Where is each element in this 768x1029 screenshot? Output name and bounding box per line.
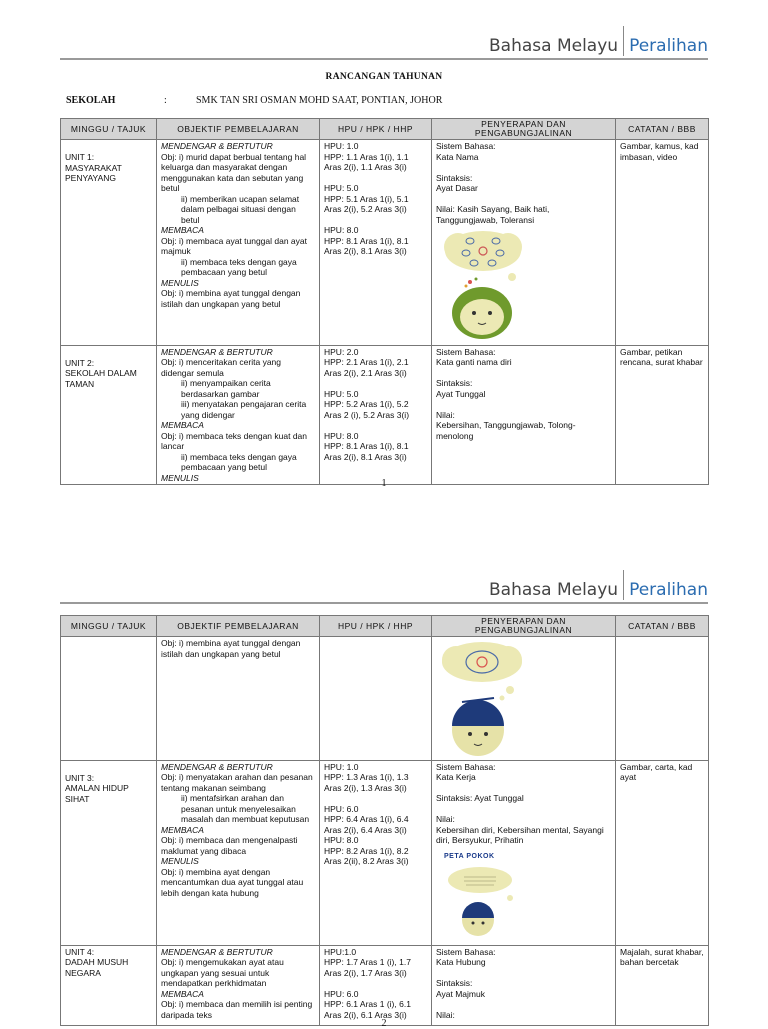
penyerapan-text: Sistem Bahasa: Kata Kerja Sintaksis: Ayat Tunggal Nilai: Kebersihan diri, Kebersihan mental, Sayangi diri, Bersyukur, Prihatin: [436, 761, 604, 845]
objective-line: Obj: i) membaca teks dengan kuat dan lancar: [161, 430, 307, 451]
school-colon: :: [164, 95, 167, 106]
unit-title: [61, 637, 157, 761]
skill-heading: MENULIS: [161, 472, 199, 483]
unit-title: UNIT 3: AMALAN HIDUP SIHAT: [61, 760, 157, 945]
catatan-cell: Majalah, surat khabar, bahan bercetak: [616, 945, 709, 1025]
penyerapan-text: Sistem Bahasa: Kata Nama Sintaksis: Ayat Dasar Nilai: Kasih Sayang, Baik hati, Tanggungjawab, Toleransi: [436, 141, 550, 225]
skill-heading: MEMBACA: [161, 420, 204, 430]
objective-line: Obj: i) menceritakan cerita yang didengar semula: [161, 357, 281, 378]
objectives-cell: [157, 945, 320, 1025]
objective-line: Obj: i) membaca ayat tunggal dan ayat majmuk: [161, 235, 307, 256]
school-name: SMK TAN SRI OSMAN MOHD SAAT, PONTIAN, JOHOR: [196, 95, 443, 106]
doc-title: RANCANGAN TAHUNAN: [325, 72, 443, 82]
skill-heading: MEMBACA: [161, 988, 204, 999]
objectives-cell: [157, 760, 320, 945]
skill-heading: MENULIS: [161, 277, 199, 288]
penyerapan-cell: [432, 760, 616, 945]
objective-line: Obj: i) membina ayat tunggal dengan istilah dan ungkapan yang betul: [161, 638, 301, 659]
header-rule: [60, 58, 708, 60]
table-row: [61, 945, 709, 1025]
catatan-cell: Gambar, petikan rencana, surat khabar: [616, 345, 709, 485]
col-header-penyerapan: PENYERAPAN DAN PENGABUNGJALINAN: [432, 119, 616, 140]
skill-heading: MENDENGAR & BERTUTUR: [161, 761, 273, 772]
objective-line: Obj: i) membaca dan mengenalpasti maklumat yang dibaca: [161, 835, 298, 856]
col-header-hpu: HPU / HPK / HHP: [320, 616, 432, 637]
header-subject: Bahasa Melayu: [489, 36, 619, 56]
objectives-cell: [157, 637, 320, 761]
objective-line: ii) memberikan ucapan selamat dalam pelbagai situasi dengan betul: [181, 193, 300, 225]
catatan-cell: [616, 637, 709, 761]
penyerapan-cell: Sistem Bahasa: Kata ganti nama diri Sintaksis: Ayat Tunggal Nilai: Kebersihan, Tanggungjawab, Tolong-menolong: [432, 345, 616, 485]
col-header-hpu: HPU / HPK / HHP: [320, 119, 432, 140]
col-header-catatan: CATATAN / BBB: [616, 119, 709, 140]
thinking-face-illustration: [440, 229, 530, 341]
page-header: [489, 16, 708, 56]
thought-cloud: [442, 642, 522, 682]
unit-title: UNIT 4: DADAH MUSUH NEGARA: [61, 945, 157, 1025]
school-label: SEKOLAH: [66, 95, 116, 106]
catatan-cell: Gambar, carta, kad ayat: [616, 760, 709, 945]
col-header-penyerapan: PENYERAPAN DAN PENGABUNGJALINAN: [432, 616, 616, 637]
penyerapan-cell: Sistem Bahasa: Kata Hubung Sintaksis: Ayat Majmuk Nilai:: [432, 945, 616, 1025]
objective-line: Obj: i) membaca dan memilih isi penting daripada teks: [161, 999, 313, 1020]
page-2: [0, 560, 768, 1029]
peta-pokok-label: PETA POKOK: [444, 852, 495, 860]
green-face: [452, 287, 512, 339]
objective-line: ii) membaca teks dengan gaya pembacaan yang betul: [181, 256, 297, 277]
table-row: [61, 637, 709, 761]
tree-map-illustration: [442, 864, 522, 938]
boy-face: [452, 698, 504, 756]
table-row: [61, 345, 709, 485]
thought-cloud: [444, 231, 522, 271]
skill-heading: MENDENGAR & BERTUTUR: [161, 946, 273, 957]
header-level: Peralihan: [629, 36, 708, 56]
objectives-cell: [157, 345, 320, 485]
objective-line: Obj: i) membina ayat dengan mencantumkan dua ayat tunggal atau lebih dengan kata hubung: [161, 866, 304, 898]
objective-line: ii) mentafsirkan arahan dan pesanan untuk menyelesaikan masalah dan membuat keputusan: [181, 793, 310, 824]
col-header-objektif: OBJEKTIF PEMBELAJARAN: [157, 616, 320, 637]
objective-line: Obj: i) membina ayat tunggal dengan istilah dan ungkapan yang betul: [161, 288, 301, 309]
skill-heading: MENULIS: [161, 856, 199, 866]
objective-line: ii) membaca teks dengan gaya pembacaan yang betul: [181, 451, 297, 472]
thinking-boy-illustration: [438, 640, 530, 756]
table-row: [61, 140, 709, 346]
hpu-cell: HPU: 2.0 HPP: 2.1 Aras 1(i), 2.1 Aras 2(i), 2.1 Aras 3(i) HPU: 5.0 HPP: 5.2 Aras 1(i), 5.2 Aras 2 (i), 5.2 Aras 3(i) HPU: 8.0 HPP: 8.1 Aras 1(i), 8.1 Aras 2(i), 8.1 Aras 3(i): [320, 345, 432, 485]
penyerapan-cell: [432, 637, 616, 761]
objectives-cell: [157, 140, 320, 346]
hpu-cell: HPU: 1.0 HPP: 1.3 Aras 1(i), 1.3 Aras 2(i), 1.3 Aras 3(i) HPU: 6.0 HPP: 6.4 Aras 1(i), 6.4 Aras 2(i), 6.4 Aras 3(i) HPU: 8.0 HPP: 8.2 Aras 1(i), 8.2 Aras 2(ii), 8.2 Aras 3(i): [320, 760, 432, 945]
hpu-cell: HPU:1.0 HPP: 1.7 Aras 1 (i), 1.7 Aras 2(i), 1.7 Aras 3(i) HPU: 6.0 HPP: 6.1 Aras 1 (i), 6.1 Aras 2(i), 6.1 Aras 3(i): [320, 945, 432, 1025]
skill-heading: MENDENGAR & BERTUTUR: [161, 346, 273, 357]
page-number: 2: [381, 1018, 387, 1029]
penyerapan-cell: [432, 140, 616, 346]
header-subject: Bahasa Melayu: [489, 580, 619, 600]
skill-heading: MENDENGAR & BERTUTUR: [161, 141, 273, 151]
table-row: [61, 760, 709, 945]
unit-title: UNIT 2: SEKOLAH DALAM TAMAN: [61, 345, 157, 485]
objective-line: Obj: i) mengemukakan ayat atau ungkapan yang sesuai untuk mendapatkan perkhidmatan: [161, 957, 284, 988]
catatan-cell: Gambar, kamus, kad imbasan, video: [616, 140, 709, 346]
skill-heading: MEMBACA: [161, 824, 204, 835]
unit-title: UNIT 1: MASYARAKAT PENYAYANG: [61, 140, 157, 346]
col-header-catatan: CATATAN / BBB: [616, 616, 709, 637]
col-header-objektif: OBJEKTIF PEMBELAJARAN: [157, 119, 320, 140]
objective-line: ii) menyampaikan cerita berdasarkan gambar: [181, 378, 271, 399]
header-rule: [60, 602, 708, 604]
col-header-minggu: MINGGU / TAJUK: [61, 616, 157, 637]
skill-heading: MEMBACA: [161, 225, 204, 235]
page-1: [0, 0, 768, 500]
table-header-row: [61, 119, 709, 140]
col-header-minggu: MINGGU / TAJUK: [61, 119, 157, 140]
page-header: [489, 560, 708, 600]
header-level: Peralihan: [629, 580, 708, 600]
objective-line: Obj: i) menyatakan arahan dan pesanan tentang makanan seimbang: [161, 772, 313, 793]
plan-table-page-2: [60, 615, 709, 1026]
page-number: 1: [381, 478, 387, 489]
objective-line: Obj: i) murid dapat berbual tentang hal keluarga dan masyarakat dengan menggunakan kata dan sebutan yang betul: [161, 151, 307, 193]
plan-table-page-1: [60, 118, 709, 485]
hpu-cell: [320, 637, 432, 761]
table-header-row: [61, 616, 709, 637]
hpu-cell: HPU: 1.0 HPP: 1.1 Aras 1(i), 1.1 Aras 2(i), 1.1 Aras 3(i) HPU: 5.0 HPP: 5.1 Aras 1(i), 5.1 Aras 2(i), 5.2 Aras 3(i) HPU: 8.0 HPP: 8.1 Aras 1(i), 8.1 Aras 2(i), 8.1 Aras 3(i): [320, 140, 432, 346]
objective-line: iii) menyatakan pengajaran cerita yang didengar: [181, 399, 307, 420]
